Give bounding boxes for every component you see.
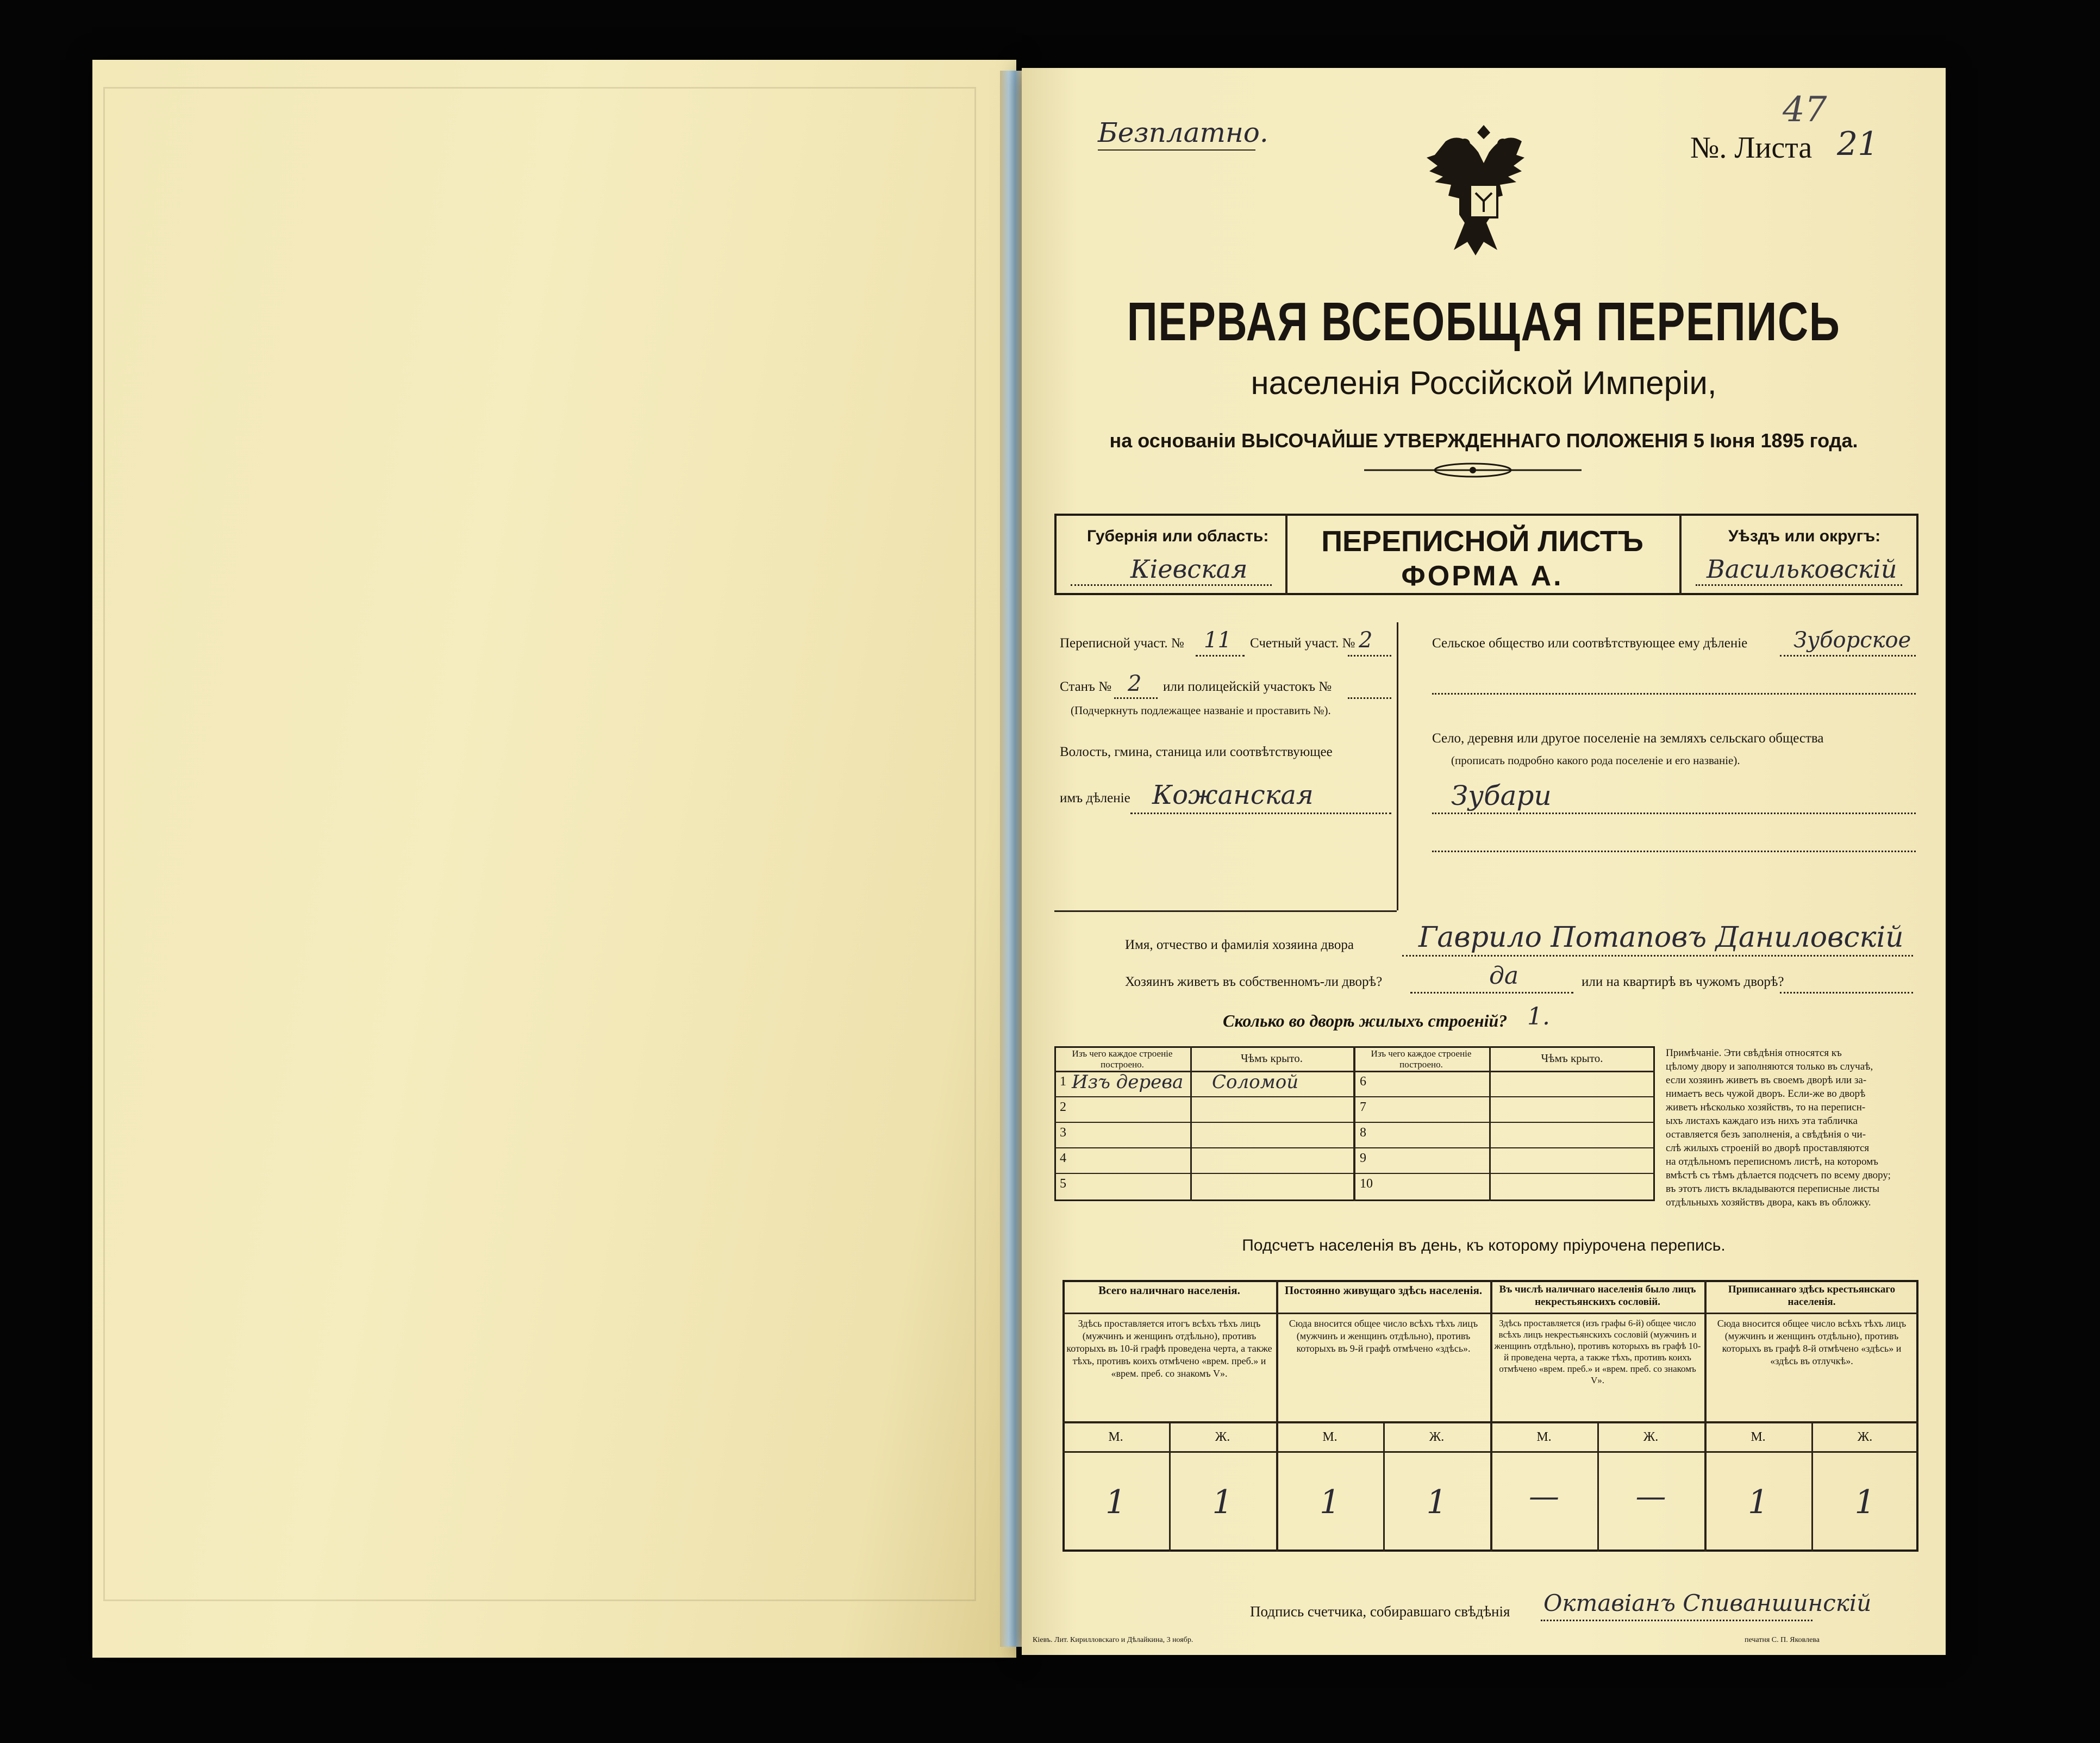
footnote-line: Примѣчаніе. Эти свѣдѣнія относятся къ <box>1666 1047 1842 1059</box>
footnote-line: ыхъ листахъ каждаго изъ нихъ эта табличка <box>1666 1115 1858 1127</box>
archive-number: 47 <box>1783 90 1827 130</box>
count-title: Подсчетъ населенія въ день, къ которому пріурочена перепись. <box>1242 1236 1726 1254</box>
male-label: М. <box>1536 1430 1552 1444</box>
form-subtitle: населенія Россійской Имперіи, <box>1251 365 1717 401</box>
district-label: Уѣздъ или округъ: <box>1728 527 1881 545</box>
count-value: 1 <box>1105 1483 1127 1521</box>
count-value: — <box>1529 1479 1559 1514</box>
count-col-header: Приписаннаго здѣсь крестьянскаго населенія. <box>1728 1284 1896 1308</box>
count-value: 1 <box>1854 1483 1876 1521</box>
building-row-number: 6 <box>1360 1074 1366 1089</box>
col-roof-header-2: Чѣмъ крыто. <box>1541 1052 1603 1065</box>
footnote-line: живетъ нѣсколько хозяйствъ, то на переписн- <box>1666 1102 1866 1113</box>
owner-name-label: Имя, отчество и фамилія хозяина двора <box>1125 938 1354 952</box>
underline-note: (Подчеркнуть подлежащее названіе и проставить №). <box>1071 704 1331 717</box>
village-label: Село, деревня или другое поселеніе на земляхъ сельскаго общества <box>1432 731 1824 746</box>
sheet-number-label: №. Листа <box>1690 131 1812 165</box>
signature-label: Подпись счетчика, собиравшаго свѣдѣнія <box>1250 1603 1510 1620</box>
left-page-bleed-through <box>103 87 976 1601</box>
footnote-line: слѣ жилыхъ строеній во дворѣ проставляются <box>1666 1142 1870 1154</box>
footnote-line: нимаетъ весь чужой дворъ. Если-же во дворѣ <box>1666 1088 1866 1099</box>
district-value: Васильковскій <box>1707 554 1897 584</box>
male-label: М. <box>1751 1430 1766 1444</box>
footnote-line: вмѣстѣ съ тѣмъ дѣлается подсчетъ по всему двору; <box>1666 1170 1891 1181</box>
free-label: Безплатно. <box>1098 117 1268 148</box>
building-row-number: 8 <box>1360 1126 1366 1140</box>
census-form-page <box>1022 68 1946 1655</box>
count-col-header: Въ числѣ наличнаго населенія было лицъ некрестьянскихъ сословій. <box>1499 1284 1696 1308</box>
building-row-number: 3 <box>1060 1126 1066 1140</box>
count-col-header: Постоянно живущаго здѣсь населенія. <box>1284 1284 1483 1297</box>
sheet-number-value: 21 <box>1837 125 1879 163</box>
book-spine <box>1000 71 1022 1647</box>
printer-imprint-right: печатня С. П. Яковлева <box>1745 1636 1820 1644</box>
female-label: Ж. <box>1857 1430 1873 1444</box>
male-label: М. <box>1322 1430 1338 1444</box>
society-value: Зуборское <box>1793 628 1911 653</box>
count-value: 1 <box>1747 1483 1769 1521</box>
footnote-line: отдѣльныхъ хозяйствъ двора, какъ въ обложку. <box>1666 1197 1871 1208</box>
buildings-label: Сколько во дворѣ жилыхъ строеній? <box>1223 1011 1508 1030</box>
footnote-line: оставляется безъ заполненія, а свѣдѣнія о чи- <box>1666 1129 1866 1140</box>
footnote-line: если хозяинъ живетъ въ своемъ дворѣ или за- <box>1666 1074 1867 1086</box>
count-col-description: Здѣсь проставляется итогъ всѣхъ тѣхъ лицъ (мужчинъ и женщинъ отдѣльно), противъ которыхъ въ 10-й графѣ проведена черта, а также тѣхъ, противъ коихъ отмѣчено «врем. преб.» и «врем. преб. со знакомъ V». <box>1066 1318 1272 1379</box>
volost-label: Волость, гмина, станица или соотвѣтствующее <box>1060 745 1333 759</box>
volost-label-2: имъ дѣленіе <box>1060 791 1130 805</box>
footnote <box>1666 1046 1921 1209</box>
province-label: Губернія или область: <box>1087 527 1269 545</box>
count-col-description: Сюда вносится общее число всѣхъ тѣхъ лицъ (мужчинъ и женщинъ отдѣльно), противъ которыхъ въ 9-й графѣ отмѣчено «здѣсь». <box>1289 1318 1478 1354</box>
owner-name-value: Гаврило Потаповъ Даниловскій <box>1418 921 1904 954</box>
female-label: Ж. <box>1429 1430 1445 1444</box>
building-roof: Соломой <box>1212 1071 1299 1093</box>
female-label: Ж. <box>1643 1430 1659 1444</box>
building-row-number: 2 <box>1060 1100 1066 1114</box>
form-sheet-title: ПЕРЕПИСНОЙ ЛИСТЪ <box>1321 525 1643 558</box>
buildings-value: 1. <box>1527 1003 1550 1030</box>
double-headed-eagle-icon <box>1413 120 1554 283</box>
legal-basis: на основаніи ВЫСОЧАЙШЕ УТВЕРЖДЕННАГО ПОЛОЖЕНІЯ 5 Іюня 1895 года. <box>1109 429 1858 452</box>
own-yard-label: Хозяинъ живетъ въ собственномъ-ли дворѣ? <box>1125 974 1383 989</box>
village-note: (прописать подробно какого рода поселеніе и его названіе). <box>1451 754 1740 767</box>
building-row-number: 10 <box>1360 1177 1373 1191</box>
volost-value: Кожанская <box>1152 780 1314 810</box>
ornament-divider-icon <box>1359 459 1587 481</box>
stan-value: 2 <box>1128 671 1142 696</box>
count-col-description: Сюда вносится общее число всѣхъ тѣхъ лицъ (мужчинъ и женщинъ отдѣльно), противъ которыхъ въ графѣ 8-й отмѣчено «здѣсь» и «здѣсь въ отлучкѣ». <box>1717 1318 1907 1366</box>
village-value: Зубари <box>1451 780 1552 811</box>
form-type: ФОРМА А. <box>1401 560 1564 592</box>
rented-label: или на квартирѣ въ чужомъ дворѣ? <box>1582 974 1784 989</box>
society-label: Сельское общество или соотвѣтствующее ему дѣленіе <box>1432 636 1748 651</box>
province-value: Кіевская <box>1130 554 1248 584</box>
own-yard-value: да <box>1489 962 1519 990</box>
male-label: М. <box>1108 1430 1123 1444</box>
building-row-number: 9 <box>1360 1151 1366 1165</box>
col-roof-header: Чѣмъ крыто. <box>1241 1052 1303 1065</box>
building-material: Изъ дерева <box>1072 1071 1184 1093</box>
count-value: — <box>1635 1479 1666 1514</box>
police-label: или полицейскій участокъ № <box>1163 679 1332 694</box>
count-col-description: Здѣсь проставляется (изъ графы 6-й) общее число всѣхъ лицъ некрестьянскихъ сословій (мужчинъ и женщинъ отдѣльно), противъ которыхъ въ графѣ 10-й проведена черта, а также тѣхъ, противъ коихъ отмѣчено «врем. преб.» и «врем. преб. со знакомъ V». <box>1494 1318 1701 1385</box>
footnote-line: цѣлому двору и заполняются только въ случаѣ, <box>1666 1061 1873 1072</box>
building-row-number: 7 <box>1360 1100 1366 1114</box>
col-material-header-2: Изъ чего каждое строеніе построено. <box>1371 1048 1472 1070</box>
count-value: 1 <box>1212 1483 1233 1521</box>
signature-value: Октавіанъ Спиваншинскій <box>1543 1590 1872 1616</box>
footnote-line: въ этотъ листъ вкладываются переписные листы <box>1666 1183 1880 1195</box>
count-district-value: 2 <box>1359 628 1373 653</box>
footnote-line: на отдѣльномъ переписномъ листѣ, на которомъ <box>1666 1156 1879 1167</box>
census-district-value: 11 <box>1204 628 1232 653</box>
building-row-number: 5 <box>1060 1177 1066 1191</box>
col-material-header: Изъ чего каждое строеніе построено. <box>1072 1048 1173 1070</box>
building-row-number: 1 <box>1060 1074 1066 1089</box>
count-col-header: Всего наличнаго населенія. <box>1098 1284 1240 1297</box>
female-label: Ж. <box>1215 1430 1230 1444</box>
printer-imprint-left: Кіевъ. Лит. Кирилловскаго и Дѣлайкина, 3 ноябр. <box>1033 1636 1193 1644</box>
stan-label: Станъ № <box>1060 679 1112 694</box>
form-title: ПЕРВАЯ ВСЕОБЩАЯ ПЕРЕПИСЬ <box>1127 291 1841 352</box>
census-district-label: Переписной участ. № <box>1060 636 1184 651</box>
count-value: 1 <box>1426 1483 1447 1521</box>
building-row-number: 4 <box>1060 1151 1066 1165</box>
count-district-label: Счетный участ. № <box>1250 636 1355 651</box>
count-value: 1 <box>1319 1483 1341 1521</box>
